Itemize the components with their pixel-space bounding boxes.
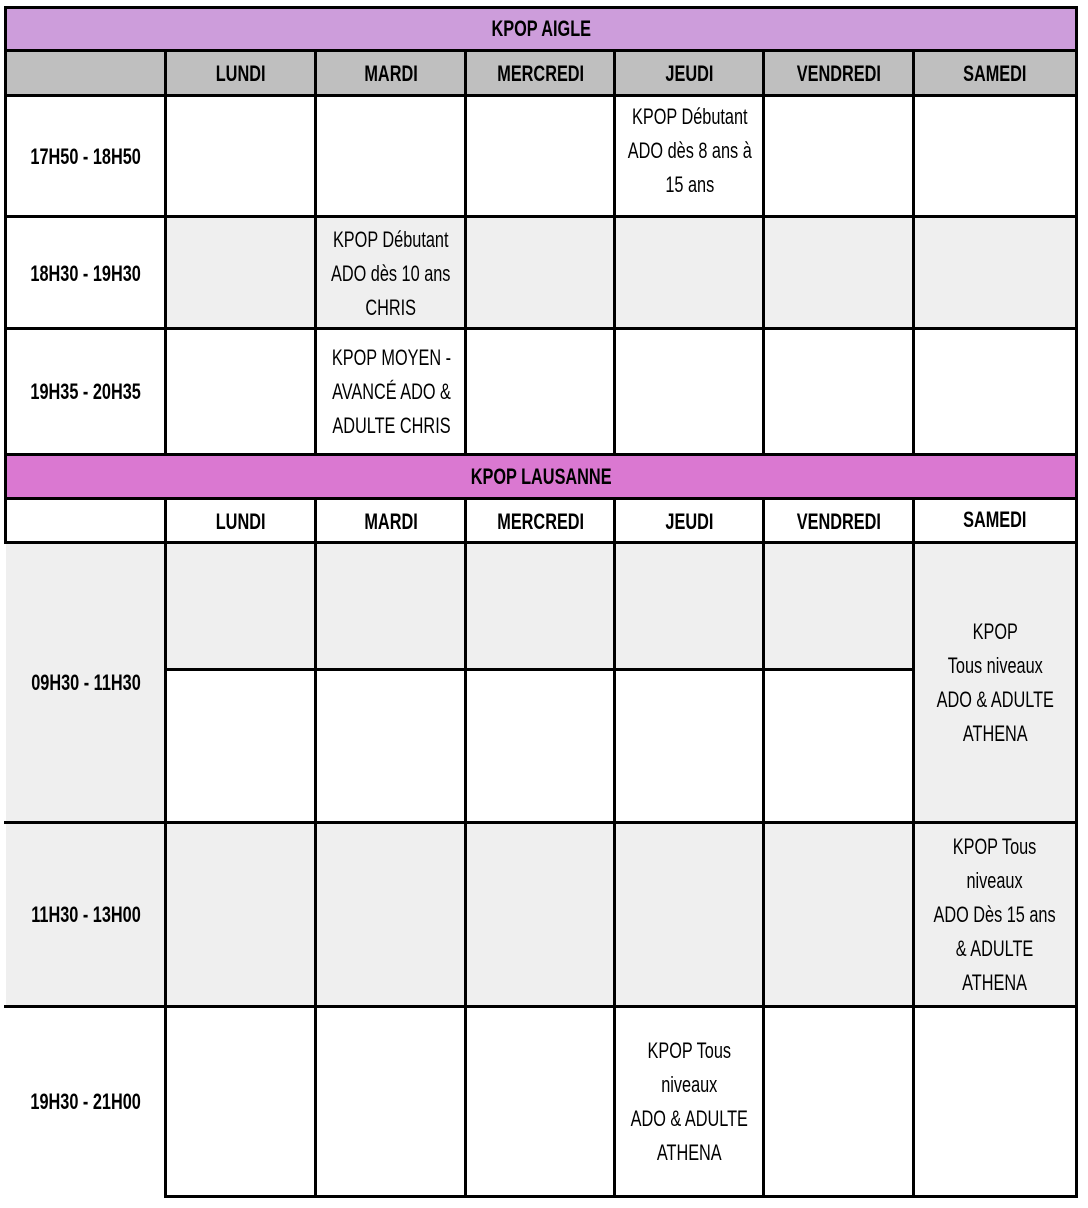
aigle-header-lundi: LUNDI <box>166 52 316 96</box>
grid-line <box>314 498 317 1198</box>
grid-line <box>4 6 7 456</box>
aigle-title: KPOP AIGLE <box>491 16 591 41</box>
grid-line <box>762 498 765 1198</box>
grid-line <box>4 6 1078 9</box>
lausanne-header-lundi: LUNDI <box>216 508 266 534</box>
lausanne-header-samedi: SAMEDI <box>963 506 1027 532</box>
lausanne-class-jeudi-3: KPOP Tous niveaux ADO & ADULTE ATHENA <box>630 1038 749 1165</box>
aigle-header-corner <box>6 52 166 96</box>
aigle-title-bar <box>6 8 1076 50</box>
aigle-header-jeudi: JEUDI <box>615 52 764 96</box>
grid-line <box>912 498 915 1198</box>
aigle-class-mardi-3: KPOP MOYEN - AVANCÉ ADO & ADULTE CHRIS <box>331 345 451 438</box>
aigle-header-mardi: MARDI <box>316 52 466 96</box>
grid-line <box>912 50 915 456</box>
grid-line <box>1075 456 1078 1198</box>
grid-line <box>762 50 765 456</box>
aigle-time-2: 18H30 - 19H30 <box>30 260 142 286</box>
aigle-header-samedi: SAMEDI <box>914 52 1076 96</box>
lausanne-row-1a-bg <box>166 543 914 670</box>
grid-line <box>464 50 467 456</box>
lausanne-time-2: 11H30 - 13H00 <box>31 902 141 927</box>
grid-line <box>164 668 914 671</box>
lausanne-header-mardi: MARDI <box>364 508 418 534</box>
aigle-time-1: 17H50 - 18H50 <box>30 144 142 169</box>
lausanne-title: KPOP LAUSANNE <box>470 464 612 489</box>
lausanne-title-bar <box>6 456 1076 498</box>
aigle-header-vendredi: VENDREDI <box>764 52 914 96</box>
grid-line <box>4 456 7 542</box>
lausanne-header-mercredi: MERCREDI <box>497 508 584 534</box>
grid-line <box>164 498 167 1198</box>
lausanne-time-3: 19H30 - 21H00 <box>30 1089 142 1114</box>
grid-line <box>164 50 167 456</box>
grid-line <box>613 498 616 1198</box>
grid-line <box>464 498 467 1198</box>
lausanne-class-samedi-2: KPOP Tous niveaux ADO Dès 15 ans & ADULTE ATHENA <box>933 834 1057 995</box>
grid-line <box>613 50 616 456</box>
aigle-class-jeudi-1: KPOP Débutant ADO dès 8 ans à 15 ans <box>627 104 752 197</box>
grid-line <box>314 50 317 456</box>
aigle-row-2-bg <box>166 218 1076 329</box>
lausanne-header-jeudi: JEUDI <box>665 508 714 534</box>
aigle-header-mercredi: MERCREDI <box>466 52 615 96</box>
aigle-time-3: 19H35 - 20H35 <box>30 379 142 404</box>
lausanne-class-samedi-1: KPOP Tous niveaux ADO & ADULTE ATHENA <box>936 619 1054 746</box>
lausanne-time-1: 09H30 - 11H30 <box>31 670 141 695</box>
aigle-class-mardi-2: KPOP Débutant ADO dès 10 ans CHRIS <box>331 226 451 320</box>
grid-line <box>1075 6 1078 456</box>
grid-line <box>164 1195 1078 1198</box>
lausanne-header-vendredi: VENDREDI <box>796 508 882 534</box>
